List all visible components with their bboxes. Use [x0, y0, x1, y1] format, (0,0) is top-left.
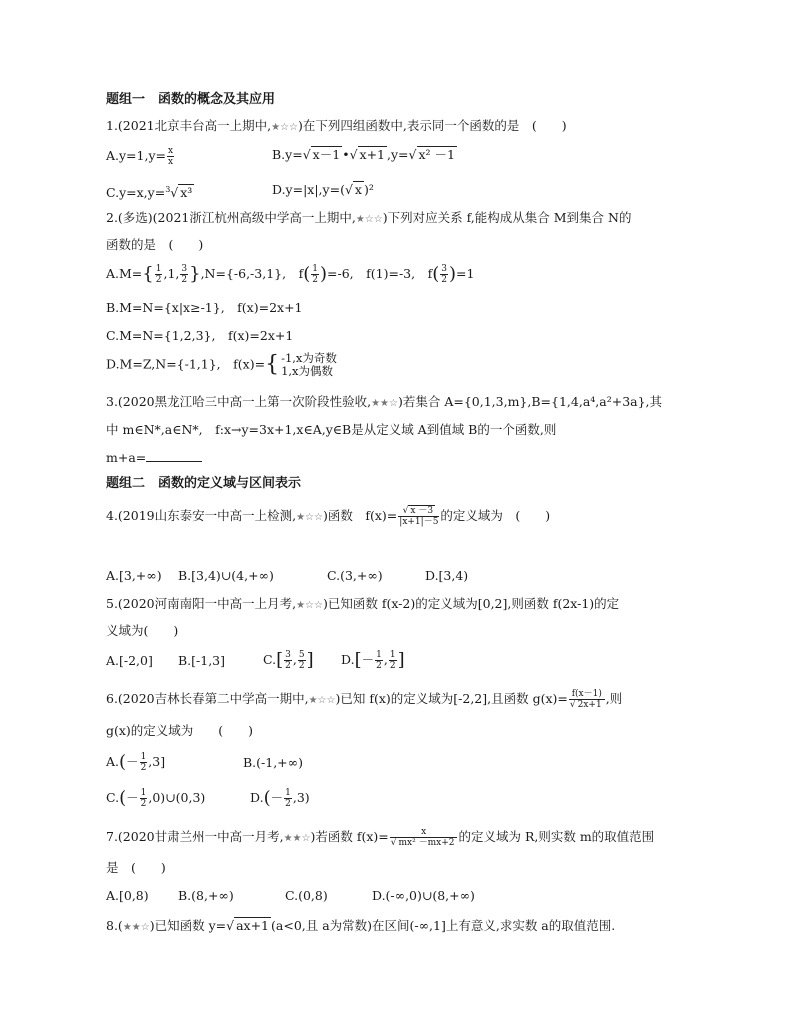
question-2-option-b: B.M=N={x|x≥-1}, f(x)=2x+1 — [106, 300, 303, 315]
question-2-option-c: C.M=N={1,2,3}, f(x)=2x+1 — [106, 328, 294, 343]
question-5-option-c: C.[ $\frac{3}{2}$ , $\frac{5}{2}$ ] — [263, 649, 314, 671]
sqrt-icon: √ — [344, 182, 353, 197]
question-7-option-d: D.(-∞,0)∪(8,+∞) — [372, 888, 475, 903]
sqrt-icon: √ — [349, 147, 358, 162]
sqrt-icon: √ — [302, 147, 311, 162]
question-7-option-c: C.(0,8) — [285, 888, 328, 903]
difficulty-star-icon: ★☆☆ — [296, 600, 323, 611]
question-3-line-3: m+a= — [106, 449, 202, 467]
question-2-option-d: D.M=Z,N={-1,1}, f(x)={ -1,x为奇数 1,x为偶数 — [106, 351, 337, 378]
question-4-stem: 4.(2019山东泰安一中高一上检测,★☆☆)函数 f(x)= $\frac{√ x -3}{|x+1|-5}$ 的定义域为 ( ) — [106, 506, 551, 527]
question-6-option-d: D.(－ $\frac{1}{2}$ ,3) — [250, 787, 310, 809]
question-3-stem: 3.(2020黑龙江哈三中高一上第一次阶段性验收,★★☆)若集合 A={0,1,3,m},B={1,4,a⁴,a²+3a},其 — [106, 394, 663, 409]
question-1-option-c: C.y=x,y=$^3$√ x³ — [106, 185, 193, 201]
section-title-2: 题组二 函数的定义域与区间表示 — [106, 476, 302, 491]
question-1-option-d: D.y=|x|,y=(√ x )² — [272, 182, 374, 197]
question-4-option-b: B.[3,4)∪(4,+∞) — [178, 568, 274, 583]
question-6-stem: 6.(2020吉林长春第二中学高一期中,★☆☆)已知 f(x)的定义域为[-2,2],且函数 g(x)= $\frac{f(x-1)}{√ 2x+1}$ ,则 — [106, 689, 623, 710]
difficulty-star-icon: ★☆☆ — [355, 214, 383, 225]
difficulty-star-icon: ★☆☆ — [308, 695, 336, 706]
question-5-option-d: D.[－ $\frac{1}{2}$ , $\frac{1}{2}$ ] — [341, 649, 405, 671]
difficulty-star-icon: ★★☆ — [283, 833, 311, 844]
question-7-option-a: A.[0,8) — [106, 888, 149, 903]
question-4-option-c: C.(3,+∞) — [327, 568, 383, 583]
question-5-option-a: A.[-2,0] — [106, 653, 153, 668]
sqrt-icon: √ — [408, 147, 417, 162]
sqrt-icon: √ — [226, 918, 235, 933]
question-5-stem: 5.(2020河南南阳一中高一上月考,★☆☆)已知函数 f(x-2)的定义域为[0,2],则函数 f(2x-1)的定 — [106, 596, 620, 611]
question-2-stem: 2.(多选)(2021浙江杭州高级中学高一上期中,★☆☆)下列对应关系 f,能构成从集合 M到集合 N的 — [106, 210, 632, 225]
question-2-option-a: A.M={ $\frac{1}{2}$ ,1, $\frac{3}{2}$ },N={-6,-3,1}, f( $\frac{1}{2}$ )=-6, f(1)=-3, f( $\frac{3}{2}$ )=1 — [106, 263, 475, 285]
question-4-option-d: D.[3,4) — [425, 568, 469, 583]
question-1-stem: 1.(2021北京丰台高一上期中,★☆☆)在下列四组函数中,表示同一个函数的是 ( ) — [106, 118, 567, 133]
answer-blank[interactable] — [146, 449, 202, 462]
question-7-stem-cont: 是 ( ) — [106, 860, 166, 875]
difficulty-star-icon: ★☆☆ — [271, 122, 298, 133]
question-6-option-c: C.(－ $\frac{1}{2}$ ,0)∪(0,3) — [106, 787, 206, 809]
question-5-stem-cont: 义域为( ) — [106, 623, 179, 638]
sqrt-icon: √ — [390, 838, 397, 848]
sqrt-icon: √ — [569, 700, 576, 710]
question-6-option-a: A.(－ $\frac{1}{2}$ ,3] — [106, 751, 166, 773]
question-7-option-b: B.(8,+∞) — [178, 888, 234, 903]
question-6-stem-cont: g(x)的定义域为 ( ) — [106, 723, 254, 738]
question-1-option-a: A.y=1,y= $\frac{x}{x}$ — [106, 146, 174, 167]
question-6-option-b: B.(-1,+∞) — [243, 755, 303, 770]
sqrt-icon: √ — [170, 185, 179, 201]
difficulty-star-icon: ★★☆ — [122, 922, 150, 933]
question-8-stem: 8.(★★☆)已知函数 y=√ ax+1 (a<0,且 a为常数)在区间(-∞,1]上有意义,求实数 a的取值范围. — [106, 918, 616, 933]
question-5-option-b: B.[-1,3] — [178, 653, 226, 668]
question-3-line-2: 中 m∈N*,a∈N*, f:x→y=3x+1,x∈A,y∈B是从定义域 A到值域 B的一个函数,则 — [106, 422, 557, 437]
difficulty-star-icon: ★☆☆ — [296, 512, 323, 523]
question-4-option-a: A.[3,+∞) — [106, 568, 162, 583]
question-2-stem-cont: 函数的是 ( ) — [106, 237, 204, 252]
section-title-1: 题组一 函数的概念及其应用 — [106, 92, 276, 107]
question-1-option-b: B.y=√ x－1 •√ x+1 ,y=√ x² －1 — [272, 147, 455, 162]
question-7-stem: 7.(2020甘肃兰州一中高一月考,★★☆)若函数 f(x)= $\frac{x}{\text{√ mx² －mx+2}}$ 的定义域为 R,则实数 m的取值范围 — [106, 827, 655, 848]
difficulty-star-icon: ★★☆ — [371, 398, 398, 409]
sqrt-icon: √ — [402, 506, 409, 516]
